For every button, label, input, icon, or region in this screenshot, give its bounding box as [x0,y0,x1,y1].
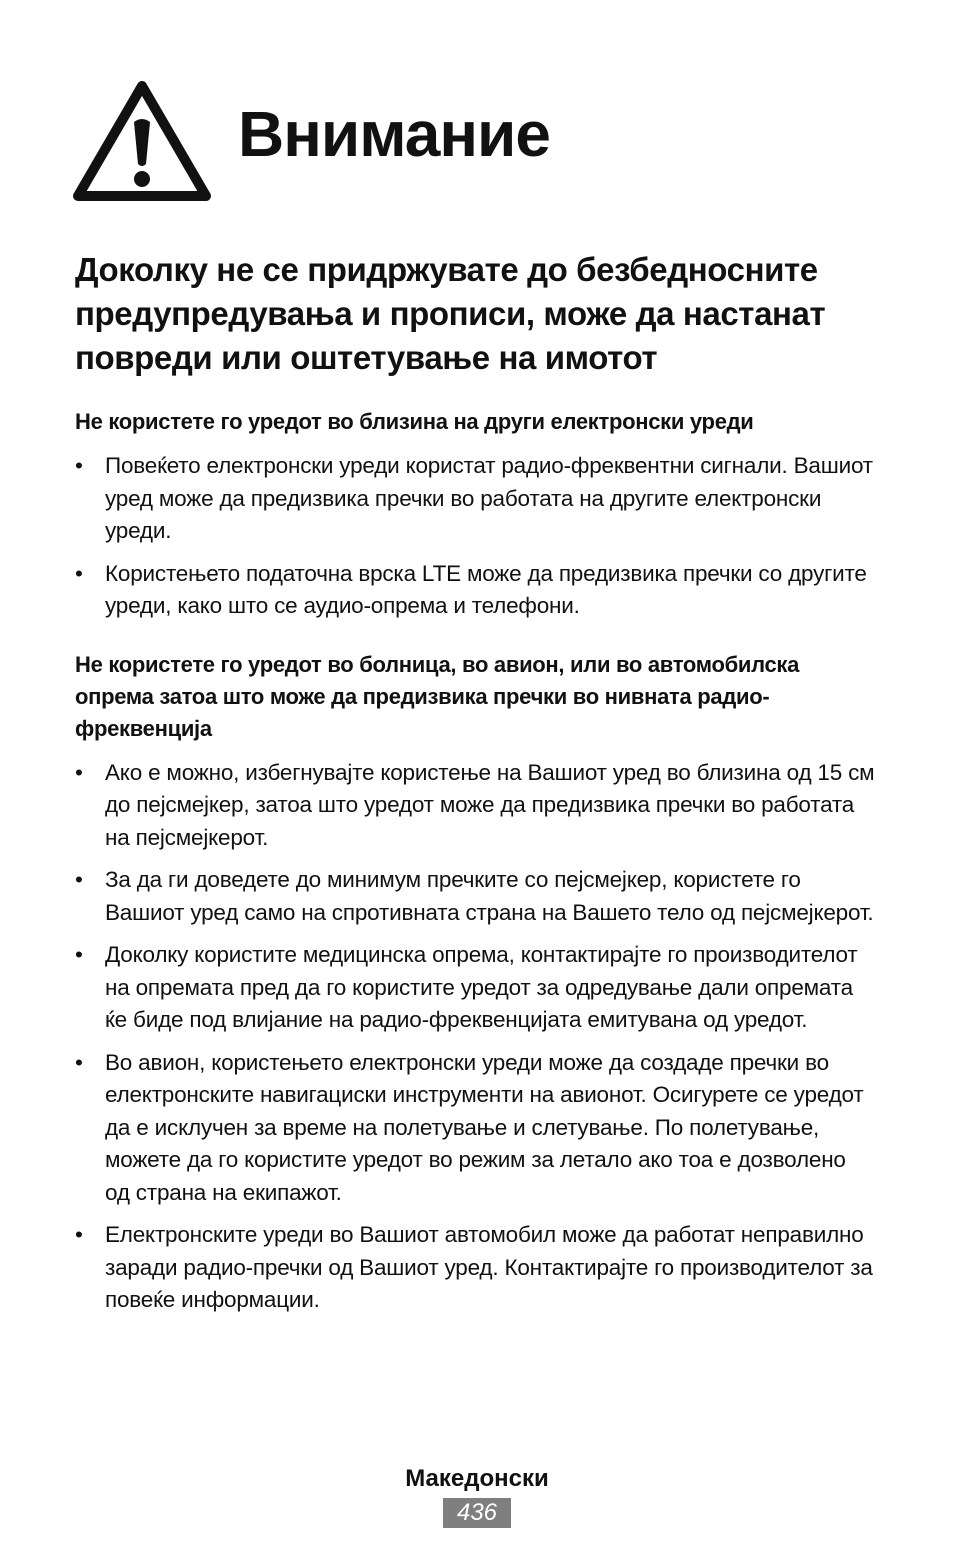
page-title: Внимание [238,98,550,170]
section-heading: Не користете го уредот во близина на други електронски уреди [75,409,754,434]
bullet-list [75,450,875,623]
bullet-icon: • [75,759,83,785]
page-header [72,80,550,204]
list-item-text: Електронските уреди во Вашиот автомобил може да работат неправилно заради радио-пречки од Вашиот уред. Контактирајте го производителот за повеќе информации. [105,1222,873,1312]
list-item-text: Во авион, користењето електронски уреди може да создаде пречки во електронските навигациски инструменти на авионот. Осигурете се уредот да е исклучен за време на полетување и слетување. По полетување, можете да го користите уредот во режим за летало ако тоа е дозволено од страна на екипажот. [105,1049,864,1205]
list-item-text: Повеќето електронски уреди користат радио-фреквентни сигнали. Вашиот уред може да предизвика пречки во работата на другите електронски уреди. [105,453,873,543]
bullet-icon: • [75,560,83,586]
section-hospital-aircraft [75,649,875,1317]
list-item [75,450,875,548]
list-item [75,558,875,623]
page-number: 436 [443,1498,511,1528]
warning-triangle-icon [72,80,212,204]
bullet-icon: • [75,453,83,478]
bullet-icon: • [75,942,83,967]
list-item [75,939,875,1037]
page-footer [0,1462,954,1528]
section-electronic-devices [75,406,875,623]
list-item-text: За да ги доведете до минимум пречките со пејсмејкер, користете го Вашиот уред само на спротивната страна на Вашето тело од пејсмејкерот. [105,867,874,925]
list-item [75,757,875,855]
list-item-text: Ако е можно, избегнувајте користење на Вашиот уред во близина од 15 см до пејсмејкер, затоа што уредот може да предизвика пречки во работата на пејсмејкерот. [105,759,875,850]
bullet-icon: • [75,1049,83,1075]
section-heading: Не користете го уредот во болница, во авион, или во автомобилска опрема затоа што може да предизвика пречки во нивната радио-фреквенција [75,651,800,741]
list-item-text: Доколку користите медицинска опрема, контактирајте го производителот на опремата пред да го користите уредот за одредување дали опремата ќе биде под влијание на радио-фреквенцијата емитувана од уредот. [105,942,858,1032]
main-heading: Доколку не се придржувате до безбедносните предупредувања и прописи, може да настанат повреди или оштетување на имотот [75,251,826,376]
list-item [75,1219,875,1317]
bullet-icon: • [75,867,83,892]
footer-language: Македонски [405,1465,549,1492]
list-item-text: Користењето податочна врска LTE може да предизвика пречки со другите уреди, како што се аудио-опрема и телефони. [105,560,867,618]
bullet-icon: • [75,1222,83,1247]
bullet-list [75,757,875,1317]
content [75,248,875,1343]
list-item [75,1047,875,1210]
list-item [75,864,875,929]
